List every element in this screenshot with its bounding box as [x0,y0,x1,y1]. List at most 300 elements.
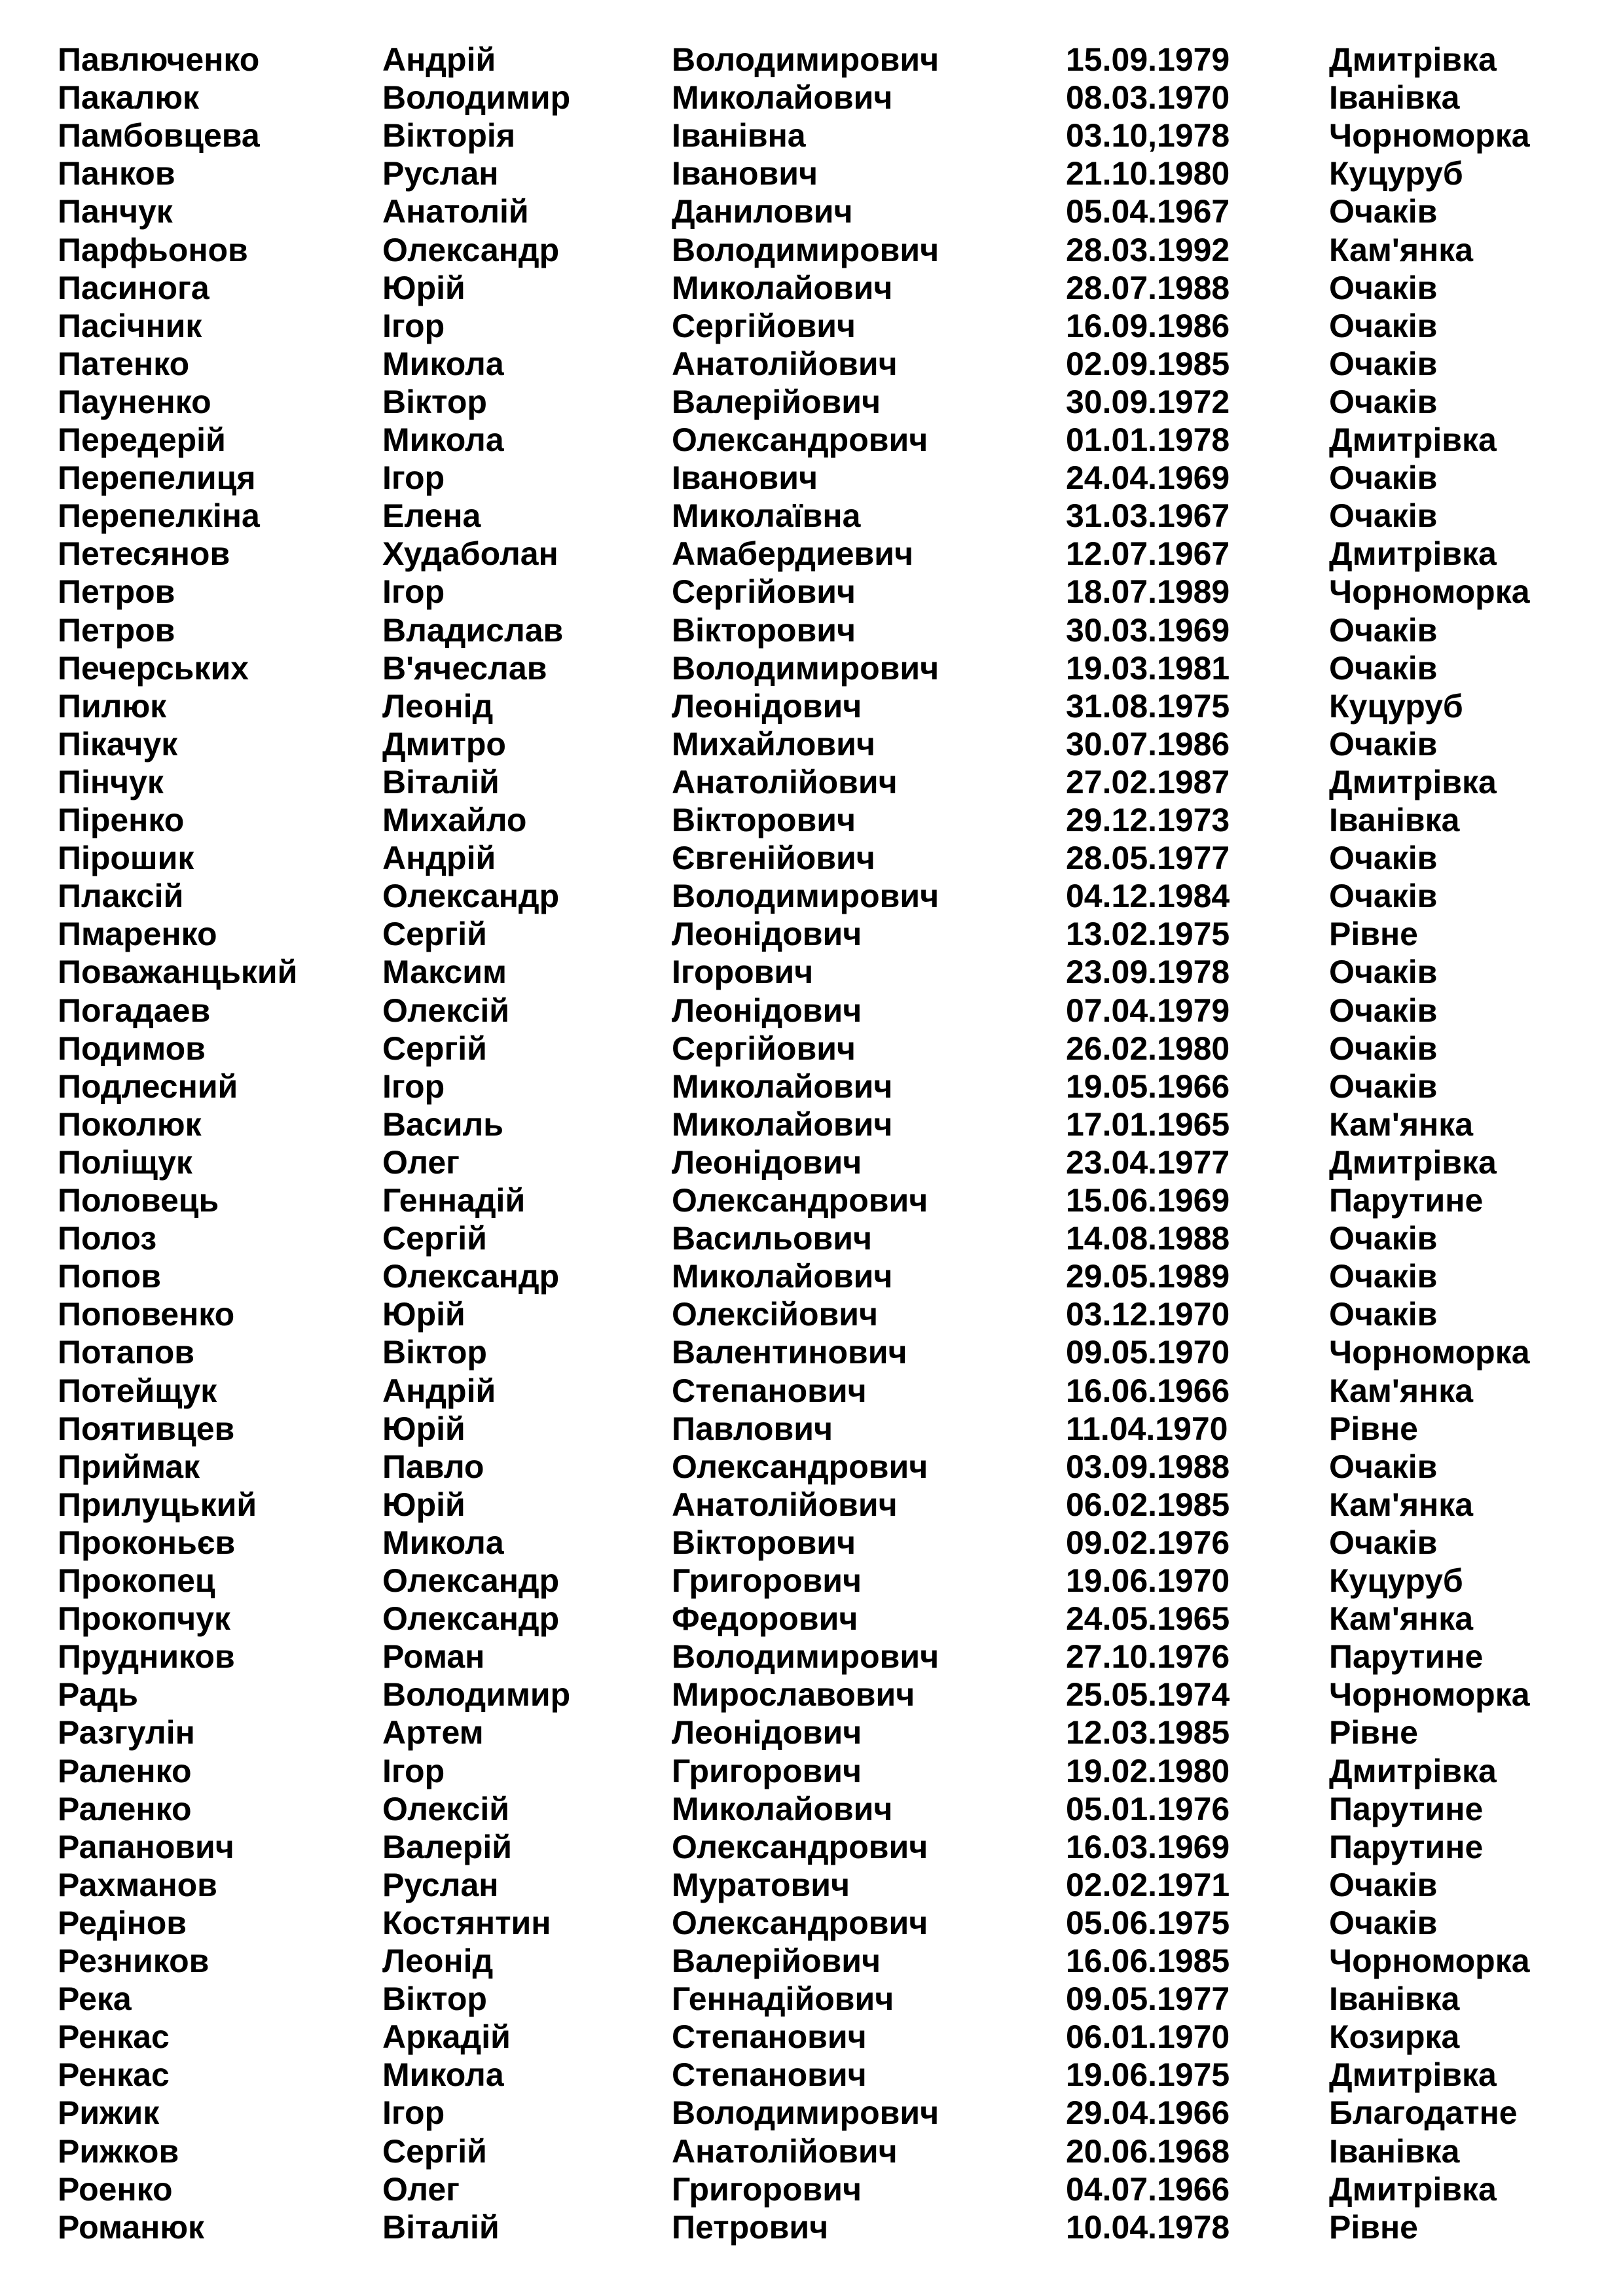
table-row [0,269,1623,307]
birth-date-cell: 27.10.1976 [1066,1638,1230,1676]
surname-cell: Поятивцев [58,1410,235,1447]
table-row [0,1219,1623,1257]
place-cell: Очаків [1329,611,1438,649]
table-row [0,1524,1623,1562]
place-cell: Дмитрівка [1329,1752,1497,1789]
birth-date-cell: 23.09.1978 [1066,954,1230,991]
place-cell: Рівне [1329,1714,1418,1751]
patronymic-cell: Миколайович [672,269,893,306]
first-name-cell: Ігор [382,573,445,611]
patronymic-cell: Валерійович [672,383,881,420]
birth-date-cell: 23.04.1977 [1066,1143,1230,1181]
place-cell: Кам'янка [1329,1372,1474,1409]
table-row [0,2018,1623,2056]
birth-date-cell: 13.02.1975 [1066,916,1230,953]
table-row [0,992,1623,1030]
first-name-cell: Андрій [382,840,496,877]
patronymic-cell: Васильович [672,1220,873,1257]
first-name-cell: Олександр [382,1600,560,1638]
place-cell: Парутине [1329,1828,1484,1865]
surname-cell: Радь [58,1676,138,1713]
birth-date-cell: 05.06.1975 [1066,1904,1230,1941]
surname-cell: Прудников [58,1638,235,1676]
patronymic-cell: Леонідович [672,687,862,725]
table-row [0,1713,1623,1751]
surname-cell: Погадаев [58,992,211,1029]
place-cell: Парутине [1329,1638,1484,1676]
table-row [0,1105,1623,1143]
table-row [0,2208,1623,2246]
birth-date-cell: 29.05.1989 [1066,1258,1230,1295]
place-cell: Очаків [1329,345,1438,382]
place-cell: Дмитрівка [1329,2170,1497,2208]
table-row [0,1942,1623,1980]
patronymic-cell: Геннадійович [672,1981,894,2018]
birth-date-cell: 19.02.1980 [1066,1752,1230,1789]
table-row [0,1067,1623,1105]
patronymic-cell: Григорович [672,1562,862,1599]
first-name-cell: Артем [382,1714,484,1751]
surname-cell: Печерських [58,649,249,687]
surname-cell: Пауненко [58,383,211,420]
first-name-cell: Сергій [382,1220,487,1257]
birth-date-cell: 06.01.1970 [1066,2018,1230,2056]
place-cell: Очаків [1329,193,1438,230]
place-cell: Очаків [1329,1904,1438,1941]
patronymic-cell: Олександрович [672,1182,928,1219]
birth-date-cell: 02.02.1971 [1066,1866,1230,1903]
patronymic-cell: Олександрович [672,1448,928,1485]
birth-date-cell: 31.03.1967 [1066,497,1230,535]
first-name-cell: Руслан [382,1866,499,1903]
table-row [0,1448,1623,1486]
first-name-cell: Олексій [382,1790,509,1827]
first-name-cell: Юрій [382,1486,465,1523]
patronymic-cell: Амабердиевич [672,535,914,573]
place-cell: Очаків [1329,269,1438,306]
birth-date-cell: 30.03.1969 [1066,611,1230,649]
surname-cell: Панков [58,155,175,192]
birth-date-cell: 01.01.1978 [1066,422,1230,458]
place-cell: Іванівка [1329,802,1460,838]
place-cell: Парутине [1329,1182,1484,1219]
table-row [0,1600,1623,1638]
birth-date-cell: 05.01.1976 [1066,1790,1230,1827]
place-cell: Куцуруб [1329,687,1463,725]
first-name-cell: Володимир [382,79,571,117]
surname-cell: Попов [58,1258,161,1295]
birth-date-cell: 12.07.1967 [1066,535,1230,573]
place-cell: Чорноморка [1329,1334,1530,1371]
first-name-cell: Павло [382,1448,484,1485]
surname-cell: Пірошик [58,840,194,877]
place-cell: Очаків [1329,1448,1438,1485]
surname-cell: Рапанович [58,1828,234,1865]
first-name-cell: Елена [382,497,481,535]
table-row [0,687,1623,725]
birth-date-cell: 15.09.1979 [1066,41,1230,78]
patronymic-cell: Федорович [672,1600,858,1638]
place-cell: Дмитрівка [1329,535,1497,573]
table-row [0,1752,1623,1790]
birth-date-cell: 18.07.1989 [1066,573,1230,611]
first-name-cell: Максим [382,954,507,991]
birth-date-cell: 03.09.1988 [1066,1448,1230,1485]
place-cell: Очаків [1329,1220,1438,1257]
surname-cell: Пінчук [58,763,164,800]
place-cell: Очаків [1329,383,1438,420]
patronymic-cell: Павлович [672,1410,833,1447]
place-cell: Очаків [1329,1866,1438,1903]
surname-cell: Прокопец [58,1562,215,1599]
patronymic-cell: Вікторович [672,1524,856,1561]
patronymic-cell: Леонідович [672,1143,862,1181]
surname-cell: Петров [58,573,175,611]
surname-cell: Плаксій [58,878,184,915]
birth-date-cell: 12.03.1985 [1066,1714,1230,1751]
place-cell: Благодатне [1329,2094,1518,2132]
place-cell: Очаків [1329,307,1438,344]
surname-cell: Пилюк [58,687,167,725]
first-name-cell: Віктор [382,1334,487,1371]
table-row [0,307,1623,345]
first-name-cell: Микола [382,2056,504,2094]
surname-cell: Роенко [58,2170,173,2208]
patronymic-cell: Євгенійович [672,840,875,877]
table-row [0,2056,1623,2094]
place-cell: Очаків [1329,878,1438,915]
table-row [0,1181,1623,1219]
patronymic-cell: Миколайович [672,1258,893,1295]
surname-cell: Пакалюк [58,79,200,117]
surname-cell: Памбовцева [58,117,260,154]
table-row [0,725,1623,763]
table-row [0,1790,1623,1828]
patronymic-cell: Володимирович [672,41,939,78]
table-row [0,1143,1623,1181]
surname-cell: Перепелиця [58,459,256,497]
place-cell: Дмитрівка [1329,41,1497,78]
surname-cell: Раленко [58,1790,192,1827]
place-cell: Іванівка [1329,79,1460,117]
surname-cell: Поповенко [58,1296,235,1333]
surname-cell: Рижик [58,2094,160,2132]
surname-cell: Подлесний [58,1067,238,1105]
table-row [0,1904,1623,1942]
first-name-cell: Олег [382,2170,460,2208]
patronymic-cell: Валентинович [672,1334,907,1371]
first-name-cell: Руслан [382,155,499,192]
birth-date-cell: 16.03.1969 [1066,1828,1230,1865]
birth-date-cell: 16.09.1986 [1066,307,1230,344]
patronymic-cell: Сергійович [672,307,856,344]
first-name-cell: Геннадій [382,1182,526,1219]
first-name-cell: Ігор [382,1067,445,1105]
first-name-cell: Леонід [382,1943,494,1979]
patronymic-cell: Ігорович [672,954,814,991]
first-name-cell: Роман [382,1638,485,1676]
patronymic-cell: Миколайович [672,1790,893,1827]
table-row [0,573,1623,611]
place-cell: Рівне [1329,916,1418,953]
surname-cell: Подимов [58,1030,206,1067]
surname-cell: Полоз [58,1220,157,1257]
table-row [0,1333,1623,1371]
first-name-cell: Сергій [382,916,487,953]
first-name-cell: Олександр [382,1258,560,1295]
patronymic-cell: Петрович [672,2208,829,2246]
place-cell: Дмитрівка [1329,422,1497,458]
place-cell: Куцуруб [1329,1562,1463,1599]
table-row [0,801,1623,839]
patronymic-cell: Олександрович [672,422,928,458]
birth-date-cell: 04.07.1966 [1066,2170,1230,2208]
place-cell: Очаків [1329,649,1438,687]
place-cell: Іванівка [1329,1981,1460,2018]
place-cell: Очаків [1329,725,1438,762]
table-row [0,154,1623,192]
patronymic-cell: Володимирович [672,2094,939,2132]
first-name-cell: Михайло [382,802,527,838]
table-row [0,421,1623,459]
place-cell: Очаків [1329,992,1438,1029]
surname-cell: Река [58,1981,132,2018]
surname-cell: Разгулін [58,1714,195,1751]
patronymic-cell: Олексійович [672,1296,878,1333]
place-cell: Чорноморка [1329,573,1530,611]
place-cell: Іванівка [1329,2132,1460,2170]
surname-cell: Поліщук [58,1143,192,1181]
birth-date-cell: 06.02.1985 [1066,1486,1230,1523]
patronymic-cell: Степанович [672,2056,867,2094]
table-row [0,1372,1623,1410]
patronymic-cell: Олександрович [672,1904,928,1941]
first-name-cell: Костянтин [382,1904,551,1941]
surname-cell: Поважанцький [58,954,298,991]
patronymic-cell: Валерійович [672,1943,881,1979]
surname-cell: Патенко [58,345,190,382]
place-cell: Очаків [1329,497,1438,535]
first-name-cell: В'ячеслав [382,649,547,687]
patronymic-cell: Степанович [672,1372,867,1409]
first-name-cell: Віктор [382,383,487,420]
place-cell: Дмитрівка [1329,763,1497,800]
place-cell: Парутине [1329,1790,1484,1827]
table-row [0,1410,1623,1448]
surname-cell: Пасічник [58,307,202,344]
table-row [0,117,1623,154]
patronymic-cell: Данилович [672,193,853,230]
patronymic-cell: Володимирович [672,231,939,268]
patronymic-cell: Анатолійович [672,1486,898,1523]
first-name-cell: Олександр [382,878,560,915]
place-cell: Очаків [1329,459,1438,497]
surname-cell: Передерій [58,422,226,458]
surname-cell: Потапов [58,1334,195,1371]
birth-date-cell: 31.08.1975 [1066,687,1230,725]
birth-date-cell: 03.12.1970 [1066,1296,1230,1333]
birth-date-cell: 15.06.1969 [1066,1182,1230,1219]
first-name-cell: Сергій [382,2132,487,2170]
surname-cell: Редінов [58,1904,187,1941]
surname-cell: Петров [58,611,175,649]
first-name-cell: Анатолій [382,193,529,230]
table-row [0,535,1623,573]
birth-date-cell: 28.03.1992 [1066,231,1230,268]
table-row [0,839,1623,877]
surname-cell: Пікачук [58,725,178,762]
place-cell: Кам'янка [1329,231,1474,268]
surname-cell: Резников [58,1943,210,1979]
birth-date-cell: 27.02.1987 [1066,763,1230,800]
table-row [0,1676,1623,1713]
first-name-cell: Андрій [382,1372,496,1409]
birth-date-cell: 07.04.1979 [1066,992,1230,1029]
place-cell: Рівне [1329,2208,1418,2246]
patronymic-cell: Володимирович [672,649,939,687]
table-row [0,763,1623,801]
birth-date-cell: 30.07.1986 [1066,725,1230,762]
first-name-cell: Ігор [382,2094,445,2132]
patronymic-cell: Леонідович [672,916,862,953]
table-row [0,953,1623,991]
first-name-cell: Худаболан [382,535,558,573]
place-cell: Очаків [1329,1524,1438,1561]
patronymic-cell: Сергійович [672,1030,856,1067]
table-row [0,383,1623,421]
place-cell: Очаків [1329,1296,1438,1333]
first-name-cell: Олександр [382,231,560,268]
table-row [0,1638,1623,1676]
birth-date-cell: 24.04.1969 [1066,459,1230,497]
first-name-cell: Юрій [382,1296,465,1333]
surname-cell: Парфьонов [58,231,248,268]
place-cell: Козирка [1329,2018,1460,2056]
place-cell: Очаків [1329,1258,1438,1295]
table-row [0,1866,1623,1904]
birth-date-cell: 29.12.1973 [1066,802,1230,838]
surname-cell: Перепелкіна [58,497,260,535]
surname-cell: Пмаренко [58,916,217,953]
place-cell: Чорноморка [1329,1676,1530,1713]
birth-date-cell: 19.06.1970 [1066,1562,1230,1599]
birth-date-cell: 30.09.1972 [1066,383,1230,420]
birth-date-cell: 09.05.1970 [1066,1334,1230,1371]
surname-cell: Прилуцький [58,1486,257,1523]
first-name-cell: Ігор [382,307,445,344]
birth-date-cell: 09.02.1976 [1066,1524,1230,1561]
patronymic-cell: Іванівна [672,117,806,154]
surname-cell: Рахманов [58,1866,217,1903]
patronymic-cell: Миколайович [672,1105,893,1143]
birth-date-cell: 29.04.1966 [1066,2094,1230,2132]
table-row [0,1980,1623,2018]
place-cell: Дмитрівка [1329,1143,1497,1181]
patronymic-cell: Анатолійович [672,345,898,382]
birth-date-cell: 19.05.1966 [1066,1067,1230,1105]
patronymic-cell: Вікторович [672,611,856,649]
birth-date-cell: 09.05.1977 [1066,1981,1230,2018]
patronymic-cell: Муратович [672,1866,850,1903]
place-cell: Куцуруб [1329,155,1463,192]
first-name-cell: Юрій [382,269,465,306]
surname-cell: Пасинога [58,269,210,306]
birth-date-cell: 03.10,1978 [1066,117,1230,154]
birth-date-cell: 26.02.1980 [1066,1030,1230,1067]
first-name-cell: Микола [382,1524,504,1561]
surname-cell: Панчук [58,193,173,230]
patronymic-cell: Степанович [672,2018,867,2056]
surname-cell: Проконьєв [58,1524,236,1561]
table-row [0,1562,1623,1600]
place-cell: Дмитрівка [1329,2056,1497,2094]
patronymic-cell: Володимирович [672,1638,939,1676]
place-cell: Кам'янка [1329,1486,1474,1523]
table-row [0,459,1623,497]
surname-cell: Піренко [58,802,185,838]
table-row [0,231,1623,269]
place-cell: Чорноморка [1329,1943,1530,1979]
patronymic-cell: Анатолійович [672,763,898,800]
patronymic-cell: Сергійович [672,573,856,611]
surname-cell: Петесянов [58,535,230,573]
birth-date-cell: 28.07.1988 [1066,269,1230,306]
patronymic-cell: Миколайович [672,1067,893,1105]
first-name-cell: Віктор [382,1981,487,2018]
surname-cell: Рижков [58,2132,179,2170]
birth-date-cell: 04.12.1984 [1066,878,1230,915]
patronymic-cell: Михайлович [672,725,875,762]
first-name-cell: Сергій [382,1030,487,1067]
first-name-cell: Віталій [382,763,500,800]
first-name-cell: Ігор [382,459,445,497]
patronymic-cell: Вікторович [672,802,856,838]
surname-cell: Ренкас [58,2018,170,2056]
first-name-cell: Дмитро [382,725,506,762]
patronymic-cell: Григорович [672,1752,862,1789]
place-cell: Кам'янка [1329,1105,1474,1143]
place-cell: Кам'янка [1329,1600,1474,1638]
first-name-cell: Микола [382,345,504,382]
place-cell: Очаків [1329,1067,1438,1105]
first-name-cell: Владислав [382,611,564,649]
first-name-cell: Вікторія [382,117,516,154]
first-name-cell: Віталій [382,2208,500,2246]
birth-date-cell: 28.05.1977 [1066,840,1230,877]
patronymic-cell: Григорович [672,2170,862,2208]
table-row [0,2132,1623,2170]
patronymic-cell: Іванович [672,459,818,497]
first-name-cell: Ігор [382,1752,445,1789]
birth-date-cell: 08.03.1970 [1066,79,1230,117]
birth-date-cell: 19.06.1975 [1066,2056,1230,2094]
birth-date-cell: 19.03.1981 [1066,649,1230,687]
table-row [0,1257,1623,1295]
table-row [0,41,1623,79]
first-name-cell: Олександр [382,1562,560,1599]
birth-date-cell: 05.04.1967 [1066,193,1230,230]
table-row [0,1030,1623,1067]
birth-date-cell: 14.08.1988 [1066,1220,1230,1257]
patronymic-cell: Миколайович [672,79,893,117]
first-name-cell: Андрій [382,41,496,78]
first-name-cell: Олег [382,1143,460,1181]
first-name-cell: Володимир [382,1676,571,1713]
table-row [0,1828,1623,1866]
surname-cell: Потейщук [58,1372,217,1409]
first-name-cell: Валерій [382,1828,512,1865]
birth-date-cell: 21.10.1980 [1066,155,1230,192]
